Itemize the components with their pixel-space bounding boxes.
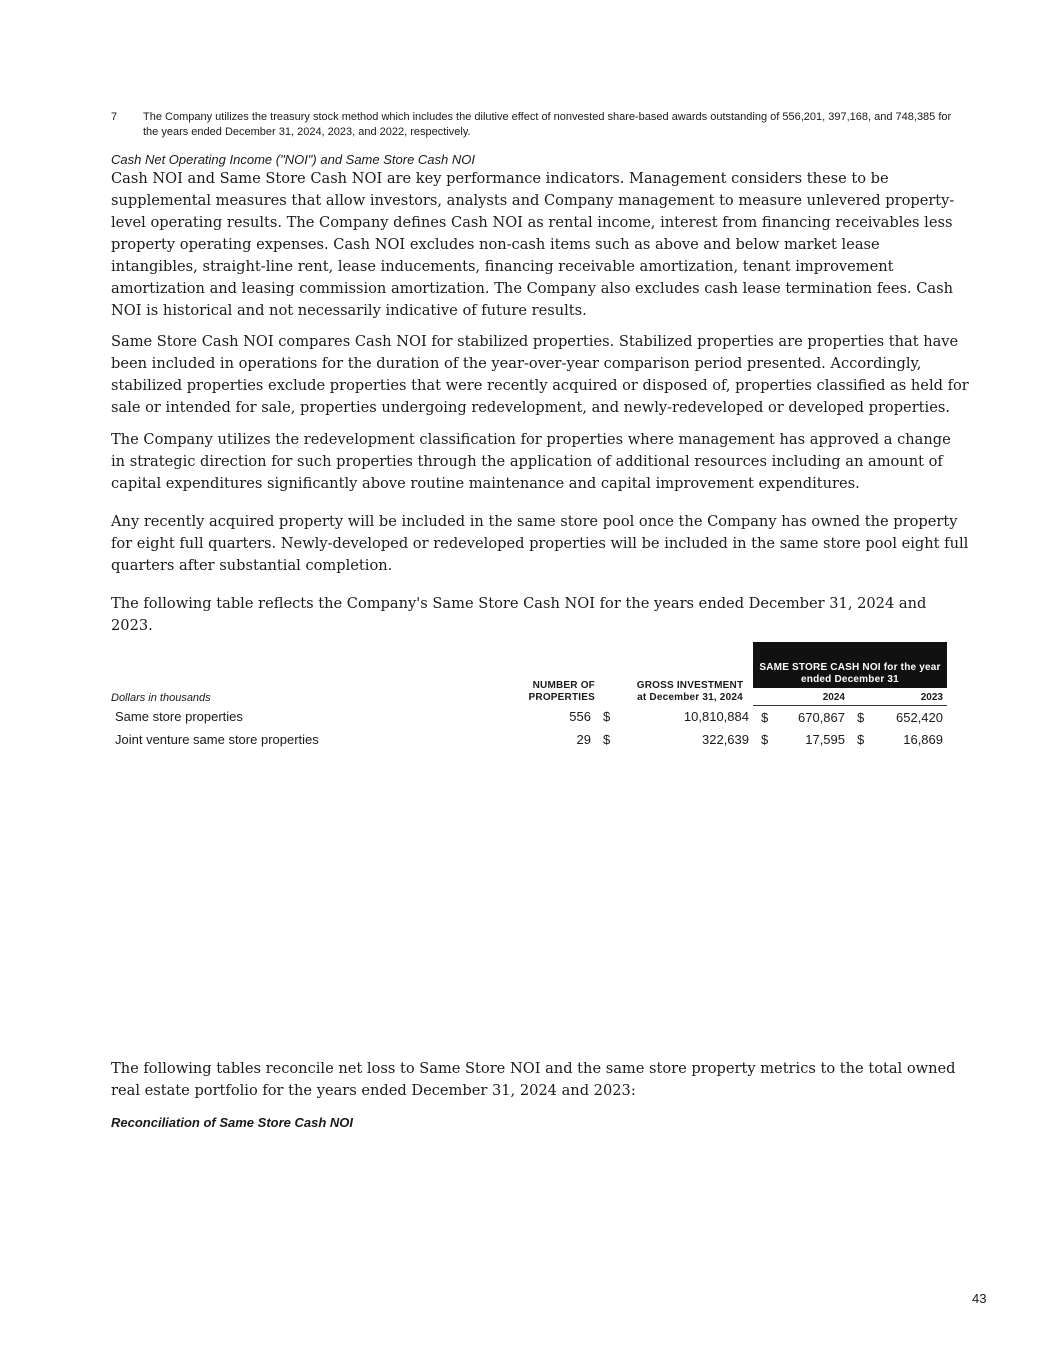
currency-symbol: $ [761,709,769,725]
same-store-noi-band: SAME STORE CASH NOI for the year ended December 31 [753,642,947,688]
section-title: Cash Net Operating Income ("NOI") and Same Store Cash NOI [111,152,475,167]
table-row [111,728,947,750]
dollars-label: Dollars in thousands [111,691,211,704]
paragraph-acquired: Any recently acquired property will be included in the same store pool once the Company has owned the property for eight full quarters. Newly-developed or redeveloped properties will be included in the same store pool eight full quarters after substantial completion. [111,513,969,574]
same-store-noi-table [111,642,947,750]
year-2024-header: 2024 [753,688,849,706]
currency-symbol: $ [857,709,865,725]
currency-symbol: $ [603,731,611,747]
footnote [111,110,961,140]
footnote-text: The Company utilizes the treasury stock method which includes the dilutive effect of nonvested share-based awards outstanding of 556,201, 397,168, and 748,385 for the years ended December 31, 2024, 2023, and 2022, respectively. [143,111,952,138]
currency-symbol: $ [603,709,611,725]
col-number-of-properties: NUMBER OF PROPERTIES [528,679,595,703]
page-number: 43 [972,1291,987,1306]
paragraph-same-store: Same Store Cash NOI compares Cash NOI for stabilized properties. Stabilized properties are properties that have been included in operations for the duration of the year-over-year comparison period presented. Accordingly, stabilized properties exclude properties that were recently acquired or disposed of, properties classified as held for sale or intended for sale, properties undergoing redevelopment, and newly-redeveloped or developed properties. [111,333,969,416]
paragraph-redevelopment: The Company utilizes the redevelopment classification for properties where management has approved a change in strategic direction for such properties through the application of additional resources including an amount of capital expenditures significantly above routine maintenance and capital improvement expenditures. [111,431,951,492]
properties-cell: 556 [569,709,591,725]
investment-cell: 322,639 [702,731,749,747]
reconciliation-title: Reconciliation of Same Store Cash NOI [111,1115,353,1130]
col-gross-investment: GROSS INVESTMENT at December 31, 2024 [636,679,744,703]
table-header-top [111,642,947,688]
currency-symbol: $ [857,731,865,747]
paragraph-table-intro: The following table reflects the Company's Same Store Cash NOI for the years ended December 31, 2024 and 2023. [111,595,927,634]
paragraph-cash-noi: Cash NOI and Same Store Cash NOI are key performance indicators. Management considers these to be supplemental measures that allow investors, analysts and Company management to measure unlevered property-level operating results. The Company defines Cash NOI as rental income, interest from financing receivables less property operating expenses. Cash NOI excludes non-cash items such as above and below market lease intangibles, straight-line rent, lease inducements, financing receivable amortization, tenant improvement amortization and leasing commission amortization. The Company also excludes cash lease termination fees. Cash NOI is historical and not necessarily indicative of future results. [111,170,955,319]
paragraph-reconcile: The following tables reconcile net loss to Same Store NOI and the same store property metrics to the total owned real estate portfolio for the years ended December 31, 2024 and 2023: [111,1060,956,1099]
investment-cell: 10,810,884 [683,709,749,725]
currency-symbol: $ [761,731,769,747]
row-label: Same store properties [115,709,243,725]
noi-2023-cell: 16,869 [903,731,943,747]
noi-2023-cell: 652,420 [896,709,943,725]
footnote-number: 7 [111,111,118,123]
noi-2024-cell: 670,867 [798,709,845,725]
table-row [111,706,947,729]
noi-2024-cell: 17,595 [805,731,845,747]
properties-cell: 29 [576,731,591,747]
row-label: Joint venture same store properties [115,731,319,747]
year-2023-header: 2023 [849,688,947,706]
